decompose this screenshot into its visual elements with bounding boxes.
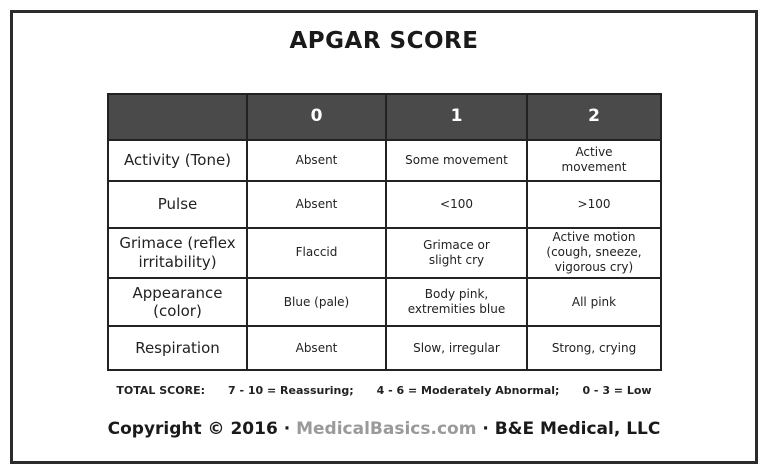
page-title: APGAR SCORE xyxy=(289,28,479,54)
table-row xyxy=(108,278,661,326)
table-cell: Blue (pale) xyxy=(247,278,386,326)
legend-item: 7 - 10 = Reassuring; xyxy=(227,384,354,397)
total-score-legend xyxy=(0,384,768,397)
row-label: Respiration xyxy=(108,326,247,370)
copyright-suffix: · B&E Medical, LLC xyxy=(476,419,661,439)
table-row xyxy=(108,228,661,279)
header-cell-score-0: 0 xyxy=(247,94,386,140)
table-row xyxy=(108,140,661,181)
legend-label: TOTAL SCORE: xyxy=(116,384,205,397)
table-cell: Absent xyxy=(247,140,386,181)
table-cell: Active motion (cough, sneeze, vigorous cry) xyxy=(527,228,661,279)
row-label: Pulse xyxy=(108,181,247,228)
table-cell: Body pink, extremities blue xyxy=(386,278,527,326)
table-cell: Strong, crying xyxy=(527,326,661,370)
table-cell: <100 xyxy=(386,181,527,228)
table-cell: Grimace or slight cry xyxy=(386,228,527,279)
table-row xyxy=(108,181,661,228)
table-row xyxy=(108,326,661,370)
row-label: Appearance (color) xyxy=(108,278,247,326)
apgar-table xyxy=(107,93,662,371)
table-cell: Absent xyxy=(247,181,386,228)
legend-item: 0 - 3 = Low xyxy=(582,384,652,397)
table-cell: Some movement xyxy=(386,140,527,181)
table-cell: Active movement xyxy=(527,140,661,181)
copyright-prefix: Copyright © 2016 · xyxy=(107,419,297,439)
row-label: Activity (Tone) xyxy=(108,140,247,181)
header-row xyxy=(108,94,661,140)
row-label: Grimace (reflex irritability) xyxy=(108,228,247,279)
header-cell-score-2: 2 xyxy=(527,94,661,140)
table-cell: All pink xyxy=(527,278,661,326)
table-cell: Slow, irregular xyxy=(386,326,527,370)
copyright-line xyxy=(0,419,768,439)
table-cell: Absent xyxy=(247,326,386,370)
legend-item: 4 - 6 = Moderately Abnormal; xyxy=(376,384,560,397)
table-cell: Flaccid xyxy=(247,228,386,279)
site-link[interactable]: MedicalBasics.com xyxy=(296,419,477,439)
header-cell-score-1: 1 xyxy=(386,94,527,140)
table-cell: >100 xyxy=(527,181,661,228)
header-cell-empty xyxy=(108,94,247,140)
